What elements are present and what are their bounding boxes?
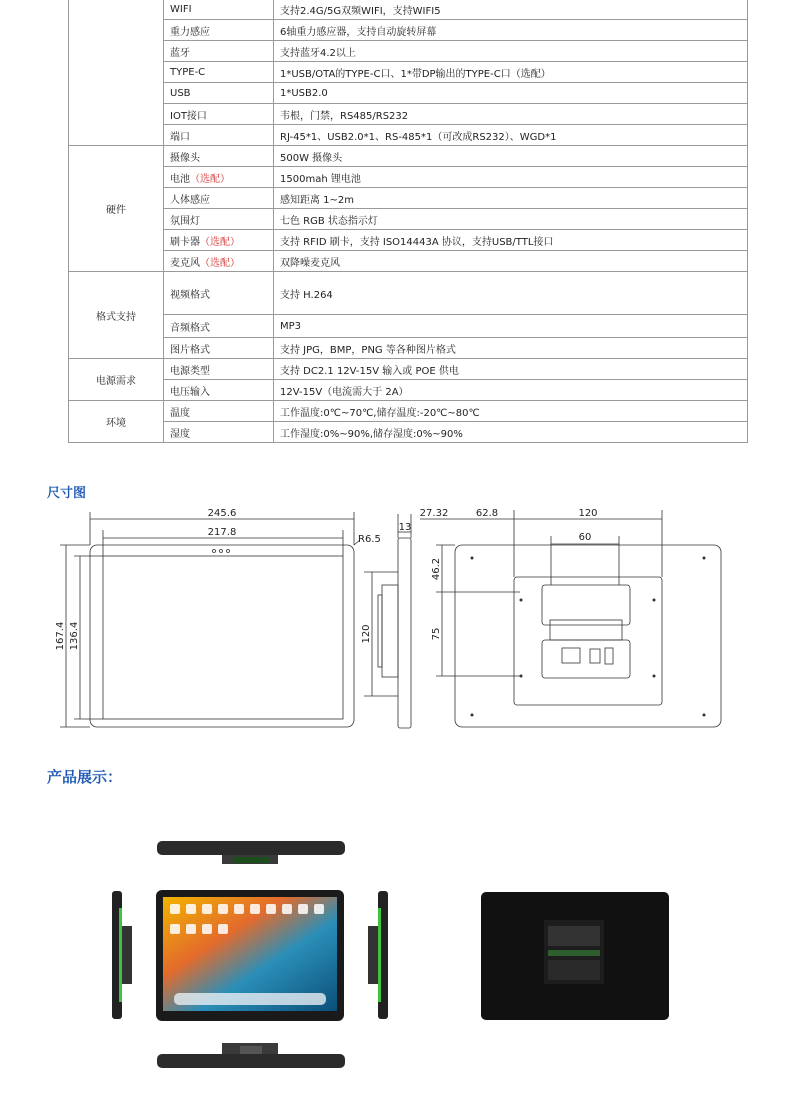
product-front (156, 890, 344, 1021)
spec-item-label: 刷卡器 (170, 236, 200, 248)
spec-row (69, 209, 748, 230)
spec-item (164, 20, 274, 41)
dimension-title: 尺寸图 (47, 486, 87, 501)
spec-item-label: 温度 (170, 407, 190, 419)
spec-row (69, 0, 748, 20)
optional-badge: （选配） (200, 236, 240, 248)
spec-row (69, 62, 748, 83)
spec-value: 支持 H.264 (274, 272, 748, 315)
spec-row (69, 338, 748, 359)
product-top-view (157, 841, 345, 864)
spec-item (164, 104, 274, 125)
spec-item-label: USB (170, 87, 191, 99)
spec-category: 电源需求 (69, 359, 164, 401)
spec-value: RJ-45*1、USB2.0*1、RS-485*1（可改成RS232）、WGD*1 (274, 125, 748, 146)
spec-category: 环境 (69, 401, 164, 443)
product-back (481, 892, 669, 1020)
spec-item-label: 摄像头 (170, 152, 200, 164)
side-view (398, 538, 411, 728)
spec-row (69, 230, 748, 251)
spec-value: 1*USB/OTA的TYPE-C口、1*带DP输出的TYPE-C口（选配） (274, 62, 748, 83)
spec-row (69, 104, 748, 125)
spec-value: 感知距离 1~2m (274, 188, 748, 209)
spec-item-label: TYPE-C (170, 66, 206, 78)
dim-back-height: 75 (431, 627, 442, 641)
spec-value: 支持蓝牙4.2以上 (274, 41, 748, 62)
spec-row (69, 272, 748, 315)
spec-item (164, 62, 274, 83)
spec-row (69, 41, 748, 62)
spec-item-label: WIFI (170, 3, 192, 15)
spec-category: 硬件 (69, 146, 164, 272)
spec-item (164, 188, 274, 209)
spec-item (164, 146, 274, 167)
dim-side-height: 120 (361, 624, 372, 644)
spec-value: 工作湿度:0%~90%,储存湿度:0%~90% (274, 422, 748, 443)
dim-front-width: 245.6 (207, 508, 237, 519)
spec-category: 格式支持 (69, 272, 164, 359)
spec-item (164, 83, 274, 104)
spec-item (164, 315, 274, 338)
spec-row (69, 188, 748, 209)
spec-item (164, 338, 274, 359)
spec-row (69, 20, 748, 41)
spec-item (164, 272, 274, 315)
back-holes (471, 557, 706, 717)
spec-item-label: 重力感应 (170, 26, 210, 38)
spec-value: MP3 (274, 315, 748, 338)
spec-item (164, 125, 274, 146)
front-view (90, 545, 354, 727)
spec-row (69, 146, 748, 167)
back-view (455, 545, 721, 727)
spec-item-label: 湿度 (170, 428, 190, 440)
spec-value: 1500mah 锂电池 (274, 167, 748, 188)
spec-row (69, 83, 748, 104)
spec-row (69, 380, 748, 401)
spec-value: 支持 RFID 刷卡，支持 ISO14443A 协议，支持USB/TTL接口 (274, 230, 748, 251)
spec-row (69, 359, 748, 380)
product-bottom-view (157, 1043, 345, 1068)
product-showcase (0, 800, 790, 1100)
spec-value: 500W 摄像头 (274, 146, 748, 167)
spec-item (164, 251, 274, 272)
spec-item-label: 人体感应 (170, 194, 210, 206)
spec-item (164, 401, 274, 422)
spec-item (164, 41, 274, 62)
spec-row (69, 401, 748, 422)
dim-side-depth: 27.32 (419, 508, 449, 519)
spec-item (164, 380, 274, 401)
spec-value: 支持2.4G/5G双频WIFI，支持WIFI5 (274, 0, 748, 20)
spec-item (164, 167, 274, 188)
dimension-drawing (0, 500, 790, 760)
dim-screen-height: 136.4 (69, 621, 80, 651)
dim-back-inner: 60 (578, 532, 592, 543)
spec-row (69, 167, 748, 188)
dim-front-height: 167.4 (55, 621, 66, 651)
spec-category (69, 0, 164, 146)
spec-item (164, 209, 274, 230)
spec-item-label: 电池 (170, 173, 190, 185)
spec-item-label: 视频格式 (170, 289, 210, 301)
dim-screen-width: 217.8 (207, 527, 237, 538)
spec-item-label: 麦克风 (170, 257, 200, 269)
product-left-side (112, 891, 132, 1019)
spec-value: 1*USB2.0 (274, 83, 748, 104)
spec-value: 支持 DC2.1 12V-15V 输入或 POE 供电 (274, 359, 748, 380)
optional-badge: （选配） (200, 257, 240, 269)
showcase-title: 产品展示： (47, 768, 123, 786)
optional-badge: （选配） (190, 173, 230, 185)
spec-value: 双降噪麦克风 (274, 251, 748, 272)
spec-item-label: 氛围灯 (170, 215, 200, 227)
spec-value: 支持 JPG，BMP，PNG 等各种图片格式 (274, 338, 748, 359)
spec-item (164, 359, 274, 380)
spec-row (69, 251, 748, 272)
spec-value: 七色 RGB 状态指示灯 (274, 209, 748, 230)
spec-table (68, 0, 748, 443)
spec-row (69, 422, 748, 443)
spec-item-label: 端口 (170, 131, 190, 143)
spec-item-label: 电源类型 (170, 365, 210, 377)
spec-item-label: 电压输入 (170, 386, 210, 398)
dim-back-width: 120 (578, 508, 598, 519)
spec-value: 12V-15V（电流需大于 2A） (274, 380, 748, 401)
spec-row (69, 125, 748, 146)
spec-row (69, 315, 748, 338)
spec-item-label: 音频格式 (170, 322, 210, 334)
spec-item (164, 422, 274, 443)
dim-corner-radius: R6.5 (358, 534, 381, 545)
spec-item (164, 230, 274, 251)
spec-value: 韦根，门禁，RS485/RS232 (274, 104, 748, 125)
spec-value: 工作温度:0℃~70℃,储存温度:-20℃~80℃ (274, 401, 748, 422)
product-right-side (368, 891, 388, 1019)
spec-item-label: 图片格式 (170, 344, 210, 356)
spec-value: 6轴重力感应器，支持自动旋转屏幕 (274, 20, 748, 41)
spec-item-label: IOT接口 (170, 110, 207, 122)
dim-back-top: 46.2 (431, 557, 442, 581)
dim-back-offset: 62.8 (475, 508, 499, 519)
spec-item-label: 蓝牙 (170, 47, 190, 59)
dim-side-width: 13 (398, 522, 412, 533)
spec-item (164, 0, 274, 20)
